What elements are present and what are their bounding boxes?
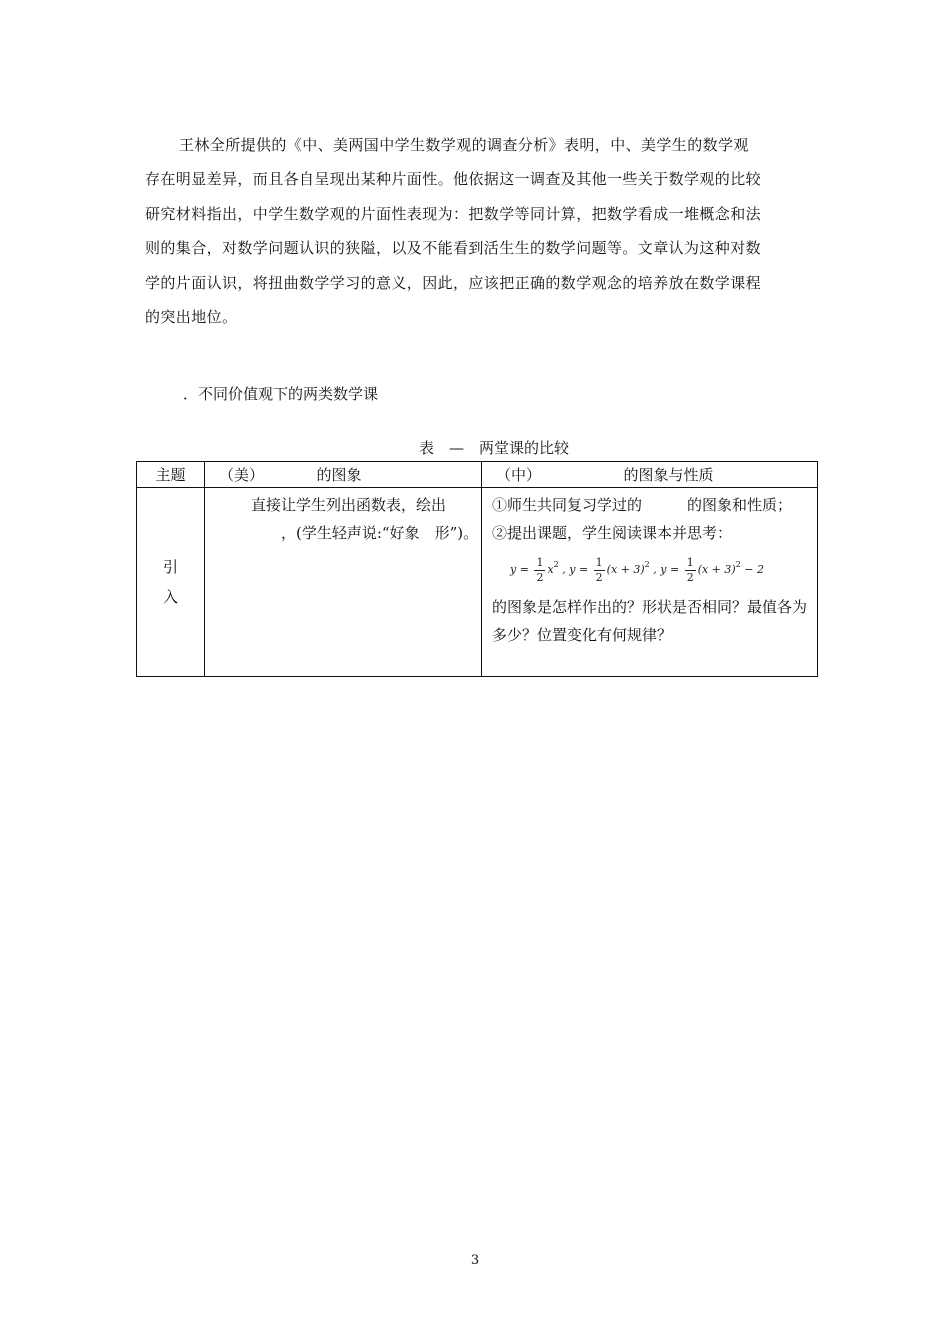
table-caption: 表 — 两堂课的比较	[419, 439, 570, 457]
us-lesson-cell	[205, 488, 482, 677]
us-text-line: 直接让学生列出函数表，绘出	[251, 496, 447, 514]
cn-text-line: 的图象是怎样作出的？形状是否相同？最值各为多少？位置变化有何规律？	[492, 598, 808, 644]
paragraph-line: 则的集合，对数学问题认识的狭隘，以及不能看到活生生的数学问题等。文章认为这种对数	[145, 239, 762, 258]
page-number: 3	[470, 1253, 480, 1268]
cn-text-line: ①师生共同复习学过的 的图象和性质；	[492, 496, 793, 514]
formula-text: (x + 3)	[606, 563, 645, 576]
formula-text: , y =	[558, 563, 592, 576]
formula-exponent: 2	[644, 560, 650, 569]
header-cn-lesson: （中） 的图象与性质	[482, 462, 818, 488]
fraction-numerator: 1	[536, 555, 544, 569]
topic-cell	[137, 488, 205, 677]
table-header-row	[137, 462, 818, 488]
us-text-line: ，(学生轻声说:“好象 形”)。	[281, 524, 479, 542]
formula-text: y =	[510, 563, 533, 576]
fraction-numerator: 1	[686, 555, 694, 569]
formula-exponent: 2	[553, 560, 559, 569]
fraction-denominator: 2	[686, 570, 694, 584]
paragraph-line: 的突出地位。	[145, 308, 238, 327]
comparison-table	[136, 461, 818, 677]
paragraph-line: 王林全所提供的《中、美两国中学生数学观的调查分析》表明，中、美学生的数学观	[179, 136, 749, 154]
fraction-numerator: 1	[595, 555, 603, 569]
formula-text: (x + 3)	[697, 563, 736, 576]
fraction	[534, 556, 545, 585]
paragraph-line: 学的片面认识，将扭曲数学学习的意义，因此，应该把正确的数学观念的培养放在数学课程	[145, 273, 762, 292]
fraction-denominator: 2	[595, 570, 603, 584]
paragraph-line: 研究材料指出，中学生数学观的片面性表现为：把数学等同计算，把数学看成一堆概念和法	[145, 204, 762, 223]
fraction	[594, 556, 605, 585]
table-row	[137, 488, 818, 677]
fraction	[685, 556, 696, 585]
fraction-denominator: 2	[536, 570, 544, 584]
formula-text: , y =	[649, 563, 683, 576]
formula-text: x	[547, 563, 554, 576]
section-heading: ．不同价值观下的两类数学课	[183, 385, 379, 403]
topic-char: 入	[162, 588, 178, 606]
body-paragraph	[145, 128, 813, 334]
header-us-lesson: （美） 的图象	[205, 462, 482, 488]
paragraph-line: 存在明显差异，而且各自呈现出某种片面性。他依据这一调查及其他一些关于数学观的比较	[145, 170, 762, 189]
cn-text-line: ②提出课题，学生阅读课本并思考：	[492, 524, 733, 542]
formula	[510, 551, 809, 593]
cn-lesson-cell	[482, 488, 818, 677]
topic-char: 引	[162, 558, 178, 576]
formula-exponent: 2	[735, 560, 741, 569]
header-topic: 主题	[137, 462, 205, 488]
formula-text: − 2	[740, 563, 764, 576]
